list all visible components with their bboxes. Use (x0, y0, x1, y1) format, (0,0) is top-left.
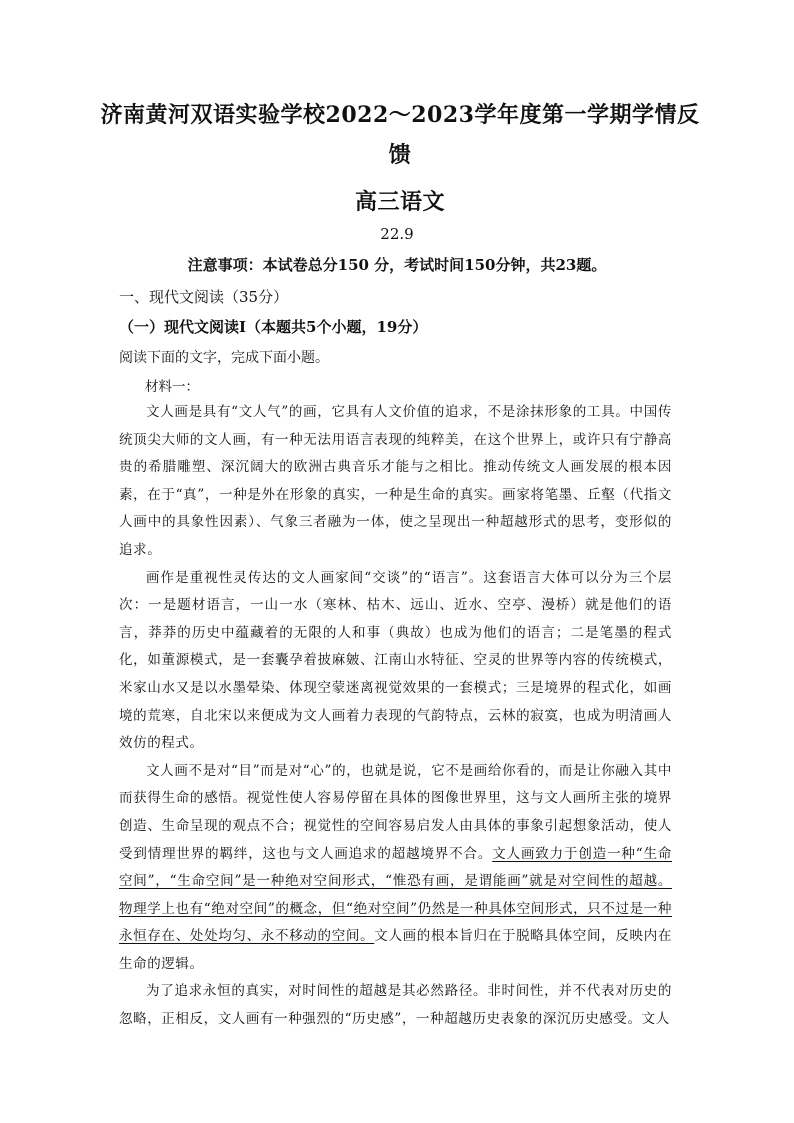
exam-title-line2: 馈 (388, 142, 412, 168)
paragraph-3-text-a: 文人画不是对“目”而是对“心”的，也就是说，它不是画给你看的，而是让你融入其中而获得生命的感悟。视觉性使人容易停留在具体的图像世界里，这与文人画所主张的境界创造、生命呈现的观点不合；视觉性的空间容易启发人由具体的事象引起想象活动，使人受到情理世界的羁绊，这也与文人画追求的超越境界不合。 (119, 762, 672, 862)
exam-subtitle: 高三语文 (354, 189, 445, 215)
paragraph-3-text-b: 文人画的根本旨归在于脱略具体空间，反映内在生命的逻辑。 (119, 928, 672, 972)
exam-title-line1: 济南黄河双语实验学校2022～2023学年度第一学期学情反 (100, 102, 700, 128)
passage-paragraph-2: 画作是重视性灵传达的文人画家间“交谈”的“语言”。这套语言大体可以分为三个层次：一是题材语言，一山一水（寒林、枯木、远山、近水、空亭、漫桥）就是他们的语言，莽莽的历史中蕴藏着的无限的人和事（典故）也成为他们的语言；二是笔墨的程式化，如董源模式，是一套囊孕着披麻皴、江南山水特征、空灵的世界等内容的传统模式，米家山水又是以水墨晕染、体现空蒙迷离视觉效果的一套模式；三是境界的程式化，如画境的荒寒，自北宋以来便成为文人画着力表现的气韵特点，云林的寂寞，也成为明清画人效仿的程式。 (119, 569, 672, 752)
section-heading: 一、现代文阅读（35分） (119, 288, 289, 306)
underlined-sentence: 文人画致力于创造一种“生命空间”，“生命空间”是一种绝对空间形式，“惟恐有画，是谓能画”就是对空间性的超越。物理学上也有“绝对空间”的概念，但“绝对空间”仍然是一种具体空间形式，只不过是一种永恒存在、处处均匀、永不移动的空间。 (119, 845, 672, 945)
exam-date: 22.9 (380, 225, 414, 243)
passage-paragraph-4: 为了追求永恒的真实，对时间性的超越是其必然路径。非时间性，并不代表对历史的忽略，正相反，文人画有一种强烈的“历史感”，一种超越历史表象的深沉历史感受。文人 (119, 983, 672, 1028)
passage-paragraph-3 (119, 758, 672, 979)
reading-instruction: 阅读下面的文字，完成下面小题。 (119, 350, 329, 366)
subsection-heading: （一）现代文阅读Ⅰ（本题共5个小题，19分） (119, 318, 428, 336)
reading-passage (119, 399, 672, 1034)
exam-notice: 注意事项：本试卷总分150 分，考试时间150分钟，共23题。 (187, 256, 607, 274)
passage-paragraph-1: 文人画是具有“文人气”的画，它具有人文价值的追求，不是涂抹形象的工具。中国传统顶尖大师的文人画，有一种无法用语言表现的纯粹美，在这个世界上，或许只有宁静高贵的希腊雕塑、深沉阔大的欧洲古典音乐才能与之相比。推动传统文人画发展的根本因素，在于“真”，一种是外在形象的真实，一种是生命的真实。画家将笔墨、丘壑（代指文人画中的具象性因素）、气象三者融为一体，使之呈现出一种超越形式的思考，变形似的追求。 (119, 404, 672, 558)
material-label: 材料一： (145, 379, 199, 395)
